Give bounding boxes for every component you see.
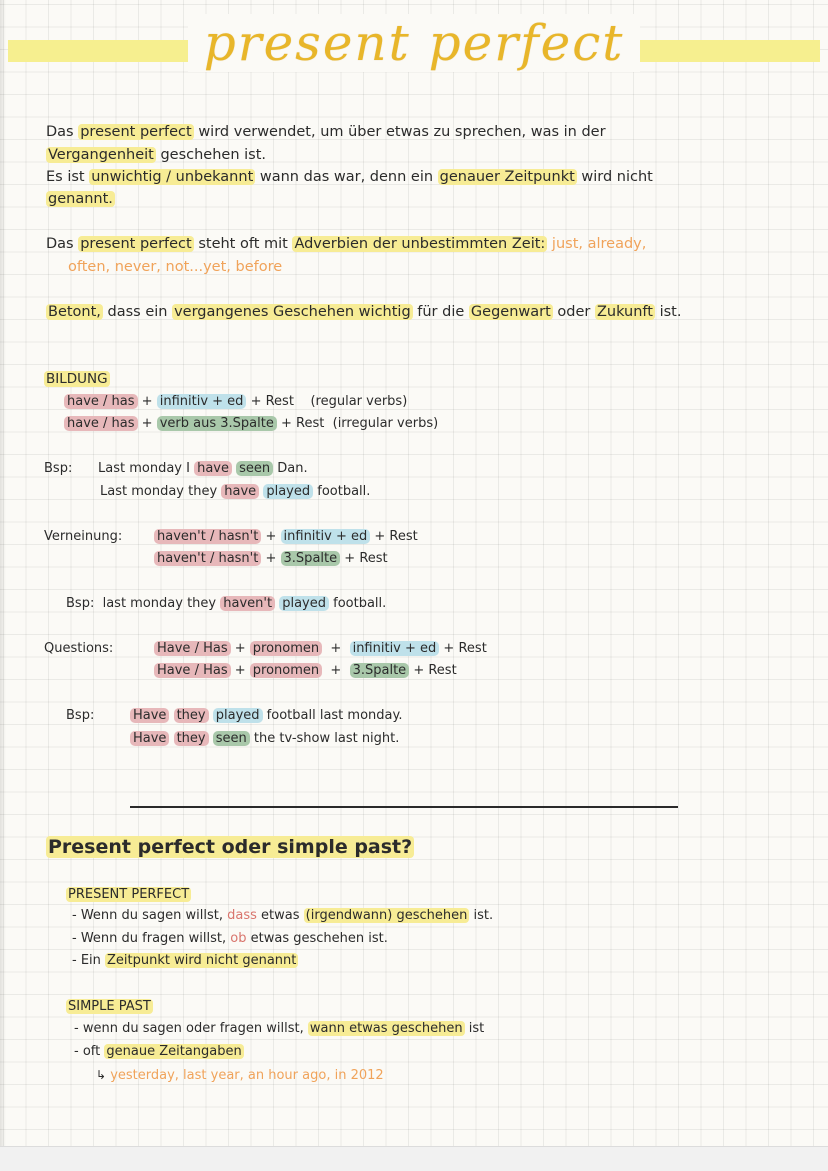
pp-bullet-2: - Wenn du fragen willst, ob etwas geschehen ist. — [72, 931, 388, 946]
bsp1-example-2: Last monday they have played football. — [100, 484, 371, 499]
bsp3-example-1: Have they played football last monday. — [130, 705, 402, 727]
emphasis-line: Betont, dass ein vergangenes Geschehen wichtig für die Gegenwart oder Zukunft ist. — [48, 304, 682, 320]
verneinung-label: Verneinung: — [44, 529, 123, 544]
bsp1-label: Bsp: — [44, 461, 73, 476]
section2-heading: Present perfect oder simple past? — [48, 836, 413, 858]
page-shadow — [0, 0, 6, 1171]
intro-line-1: Das present perfect wird verwendet, um über etwas zu sprechen, was in der — [46, 124, 606, 140]
pp-heading: PRESENT PERFECT — [68, 887, 190, 902]
bsp3-example-2: Have they seen the tv-show last night. — [130, 728, 399, 750]
bsp3-label: Bsp: — [66, 708, 95, 723]
questions-label: Questions: — [44, 641, 114, 656]
return-arrow-icon: ↳ — [96, 1068, 107, 1082]
adverbs-line-1: Das present perfect steht oft mit Adverbien der unbestimmten Zeit: just, already, — [46, 236, 647, 252]
sp-bullet-1: - wenn du sagen oder fragen willst, wann etwas geschehen ist — [74, 1021, 485, 1036]
intro-line-4: genannt. — [48, 191, 113, 207]
bildung-rule-regular: have / has + infinitiv + ed + Rest (regular verbs) — [64, 391, 407, 413]
page-title: present perfect — [0, 14, 828, 72]
sp-bullet-2: - oft genaue Zeitangaben — [74, 1044, 242, 1059]
pp-bullet-3: - Ein Zeitpunkt wird nicht genannt — [72, 953, 297, 968]
verneinung-rule-1: haven't / hasn't + infinitiv + ed + Rest — [154, 526, 418, 548]
bsp2-example: Bsp: last monday they haven't played football. — [66, 596, 387, 611]
bildung-rule-irregular: have / has + verb aus 3.Spalte + Rest (irregular verbs) — [64, 413, 438, 435]
sp-examples: ↳ yesterday, last year, an hour ago, in 2012 — [96, 1068, 384, 1083]
bildung-heading: BILDUNG — [46, 371, 108, 387]
pp-bullet-1: - Wenn du sagen willst, dass etwas (irgendwann) geschehen ist. — [72, 908, 494, 923]
page-bottom-edge — [0, 1146, 828, 1171]
adverbs-line-2: often, never, not...yet, before — [68, 259, 283, 275]
intro-line-3: Es ist unwichtig / unbekannt wann das war, denn ein genauer Zeitpunkt wird nicht — [46, 169, 653, 185]
section-divider — [130, 806, 678, 808]
intro-line-2: Vergangenheit geschehen ist. — [48, 147, 267, 163]
verneinung-rule-2: haven't / hasn't + 3.Spalte + Rest — [154, 548, 388, 570]
questions-rule-2: Have / Has + pronomen + 3.Spalte + Rest — [154, 660, 457, 682]
bsp1-example-1: Last monday I have seen Dan. — [98, 461, 308, 476]
sp-heading: SIMPLE PAST — [68, 999, 151, 1014]
questions-rule-1: Have / Has + pronomen + infinitiv + ed + Rest — [154, 638, 487, 660]
